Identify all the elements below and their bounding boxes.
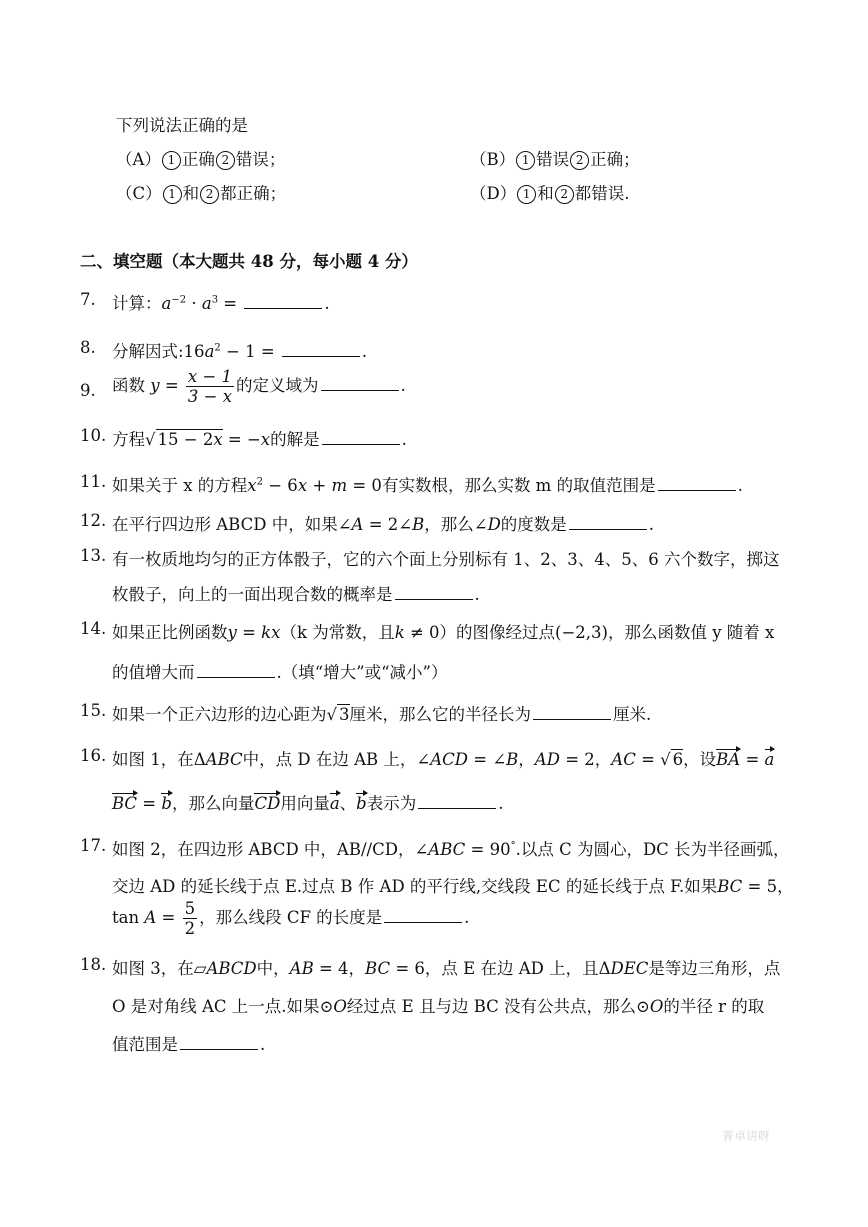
- question-intro: 下列说法正确的是: [116, 116, 248, 135]
- option-b: （B） 1 错误 2 正确；: [470, 150, 640, 169]
- circled-one: 1: [517, 185, 536, 204]
- answer-blank: [533, 703, 611, 720]
- option-d: （D） 1 和 2 都错误.: [470, 184, 630, 203]
- q9-number: 9.: [80, 381, 96, 400]
- circled-one: 1: [516, 151, 535, 170]
- q18-line3: 值范围是 .: [112, 1035, 266, 1054]
- answer-blank: [569, 513, 647, 530]
- q16-line2: BC = b，那么向量CD用向量a、b表示为 .: [112, 794, 504, 813]
- q14-line2: 的值增大而 .（填“增大”或“减小”）: [112, 663, 448, 682]
- q7-text: 计算：$a^{-2} \cdot a^3$ = .: [112, 294, 330, 313]
- section-heading: 二、填空题（本大题共 48 分，每小题 4 分）: [80, 252, 418, 271]
- q15-number: 15.: [80, 701, 107, 720]
- q18-line1: 如图 3，在▱ABCD中，AB = 4，BC = 6，点 E 在边 AD 上，且ΔDEC是等边三角形，点: [112, 959, 781, 978]
- q10-number: 10.: [80, 426, 107, 445]
- circled-two: 2: [570, 151, 589, 170]
- circled-two: 2: [200, 185, 219, 204]
- q12-text: 在平行四边形 ABCD 中，如果∠A = 2∠B，那么∠D的度数是 .: [112, 515, 655, 534]
- answer-blank: [282, 340, 360, 357]
- answer-blank: [658, 474, 736, 491]
- q17-line3: tan A = $\frac{5}{2}$ ，那么线段 CF 的长度是 .: [112, 899, 470, 938]
- q17-line1: 如图 2，在四边形 ABCD 中，AB//CD，∠ABC = 90°.以点 C 为圆心，DC 长为半径画弧，: [112, 840, 790, 859]
- q10-text: 方程√ 15 − 2x = −x的解是 .: [112, 430, 407, 449]
- circled-one: 1: [162, 151, 181, 170]
- q14-number: 14.: [80, 619, 107, 638]
- answer-blank: [180, 1033, 258, 1050]
- q18-number: 18.: [80, 955, 107, 974]
- option-a: （A） 1 正确 2 错误；: [116, 150, 286, 169]
- fraction: $\frac{5}{2}$: [184, 899, 196, 938]
- answer-blank: [322, 428, 400, 445]
- answer-blank: [418, 792, 496, 809]
- answer-blank: [384, 906, 462, 923]
- q7-number: 7.: [80, 290, 96, 309]
- q13-number: 13.: [80, 546, 107, 565]
- answer-blank: [197, 661, 275, 678]
- q13-line2: 枚骰子，向上的一面出现合数的概率是 .: [112, 585, 480, 604]
- q15-text: 如果一个正六边形的边心距为√ 3厘米，那么它的半径长为 厘米.: [112, 705, 652, 724]
- answer-blank: [321, 374, 399, 391]
- q13-line1: 有一枚质地均匀的正方体骰子，它的六个面上分别标有 1、2、3、4、5、6 六个数字，掷这: [112, 550, 780, 569]
- option-c: （C） 1 和 2 都正确；: [116, 184, 287, 203]
- circled-two: 2: [555, 185, 574, 204]
- q16-number: 16.: [80, 746, 107, 765]
- q9-text: 函数 y = $\frac{x - 1}{3 - x}$ 的定义域为 .: [112, 367, 406, 406]
- circled-one: 1: [163, 185, 182, 204]
- q11-number: 11.: [80, 472, 107, 491]
- answer-blank: [244, 292, 322, 309]
- q11-text: 如果关于 x 的方程$x^2 - 6x + m = 0$有实数根，那么实数 m 的取值范围是 .: [112, 476, 743, 495]
- fraction: $\frac{x - 1}{3 - x}$: [187, 367, 233, 406]
- q18-line2: O 是对角线 AC 上一点.如果⊙O经过点 E 且与边 BC 没有公共点，那么⊙O的半径 r 的取: [112, 997, 765, 1016]
- q14-line1: 如果正比例函数y = kx（k 为常数，且k ≠ 0）的图像经过点(−2,3)，那么函数值 y 随着 x: [112, 623, 775, 642]
- q8-text: 分解因式$:16a^2 - 1$ = .: [112, 342, 368, 361]
- q17-number: 17.: [80, 836, 107, 855]
- watermark: 菁卓讲呀: [722, 1129, 771, 1143]
- q16-line1: 如图 1，在ΔABC中，点 D 在边 AB 上，∠ACD = ∠B，AD = 2，AC = √ 6，设BA = a: [112, 750, 775, 769]
- answer-blank: [395, 583, 473, 600]
- q8-number: 8.: [80, 338, 96, 357]
- q17-line2: 交边 AD 的延长线于点 E.过点 B 作 AD 的平行线,交线段 EC 的延长线于点 F.如果BC = 5，: [112, 877, 794, 896]
- q12-number: 12.: [80, 511, 107, 530]
- circled-two: 2: [216, 151, 235, 170]
